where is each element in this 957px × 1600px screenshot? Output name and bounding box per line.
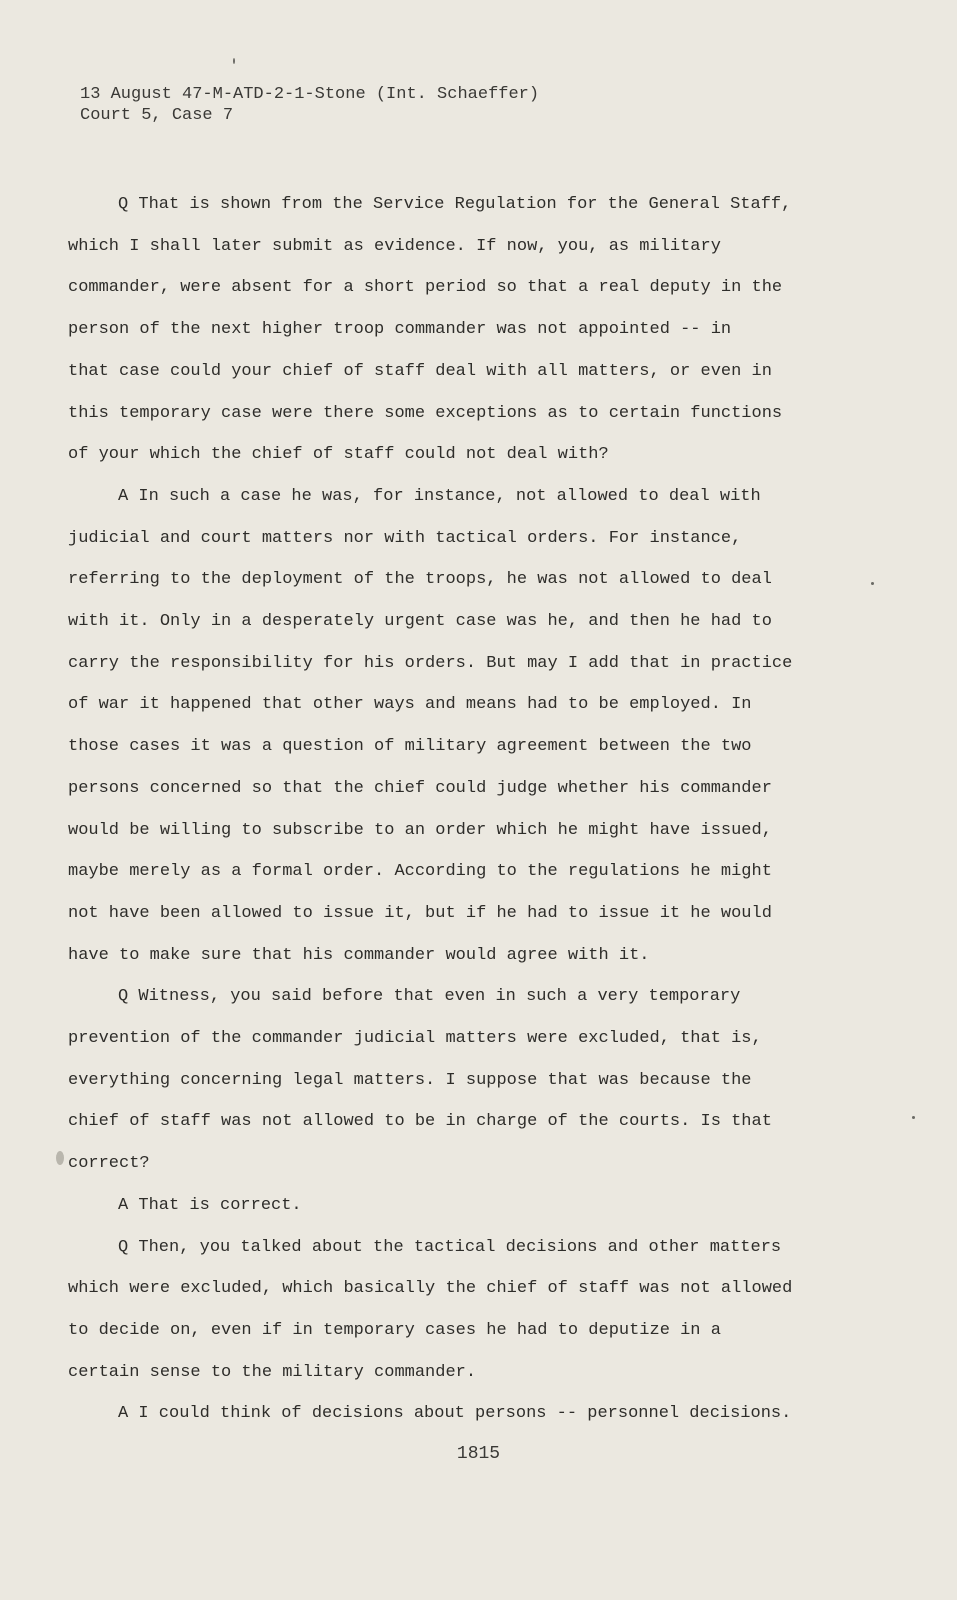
transcript-line: persons concerned so that the chief could judge whether his commander (68, 778, 772, 798)
paper-speck (233, 58, 235, 64)
page-number: 1815 (456, 1444, 501, 1464)
transcript-line: those cases it was a question of military agreement between the two (68, 737, 752, 757)
transcript-paragraph (68, 476, 828, 976)
transcript-line: carry the responsibility for his orders. But may I add that in practice (68, 653, 793, 673)
document-header (80, 84, 539, 126)
transcript-line: which I shall later submit as evidence. If now, you, as military (68, 236, 721, 256)
transcript-line: everything concerning legal matters. I suppose that was because the (68, 1070, 752, 1090)
transcript-line: Q Witness, you said before that even in such a very temporary (118, 987, 741, 1007)
transcript-line: prevention of the commander judicial matters were excluded, that is, (68, 1029, 762, 1049)
header-court-line: Court 5, Case 7 (80, 106, 234, 125)
transcript-line: of your which the chief of staff could not deal with? (68, 445, 609, 465)
transcript-paragraph (68, 976, 828, 1185)
transcript-line: certain sense to the military commander. (68, 1362, 477, 1382)
transcript-line: A That is correct. (118, 1195, 302, 1215)
transcript-line: Q Then, you talked about the tactical decisions and other matters (118, 1237, 782, 1257)
transcript-line: correct? (68, 1154, 150, 1174)
transcript-body (68, 184, 828, 1435)
transcript-line: A I could think of decisions about persons -- personnel decisions. (118, 1404, 792, 1424)
transcript-line: maybe merely as a formal order. According to the regulations he might (68, 862, 772, 882)
transcript-paragraph (68, 1185, 828, 1227)
paper-speck (871, 582, 874, 585)
transcript-line: this temporary case were there some exceptions as to certain functions (68, 403, 783, 423)
transcript-line: judicial and court matters nor with tactical orders. For instance, (68, 528, 742, 548)
transcript-line: chief of staff was not allowed to be in charge of the courts. Is that (68, 1112, 772, 1132)
transcript-paragraph (68, 184, 828, 476)
transcript-paragraph (68, 1227, 828, 1394)
transcript-line: with it. Only in a desperately urgent case was he, and then he had to (68, 612, 772, 632)
transcript-line: person of the next higher troop commander was not appointed -- in (68, 320, 732, 340)
transcript-line: referring to the deployment of the troops, he was not allowed to deal (68, 570, 772, 590)
header-session-line: 13 August 47-M-ATD-2-1-Stone (Int. Schaeffer) (80, 85, 540, 104)
transcript-line: commander, were absent for a short period so that a real deputy in the (68, 278, 783, 298)
transcript-line: of war it happened that other ways and means had to be employed. In (68, 695, 752, 715)
transcript-line: Q That is shown from the Service Regulation for the General Staff, (118, 195, 792, 214)
paper-speck (912, 1116, 915, 1119)
transcript-line: to decide on, even if in temporary cases he had to deputize in a (68, 1320, 721, 1340)
paper-speck (56, 1151, 64, 1165)
transcript-line: A In such a case he was, for instance, not allowed to deal with (118, 486, 761, 506)
transcript-line: have to make sure that his commander would agree with it. (68, 945, 650, 965)
transcript-line: that case could your chief of staff deal with all matters, or even in (68, 361, 772, 381)
transcript-line: not have been allowed to issue it, but if he had to issue it he would (68, 903, 772, 923)
transcript-line: would be willing to subscribe to an order which he might have issued, (68, 820, 772, 840)
transcript-paragraph (68, 1393, 828, 1435)
transcript-line: which were excluded, which basically the chief of staff was not allowed (68, 1279, 793, 1299)
